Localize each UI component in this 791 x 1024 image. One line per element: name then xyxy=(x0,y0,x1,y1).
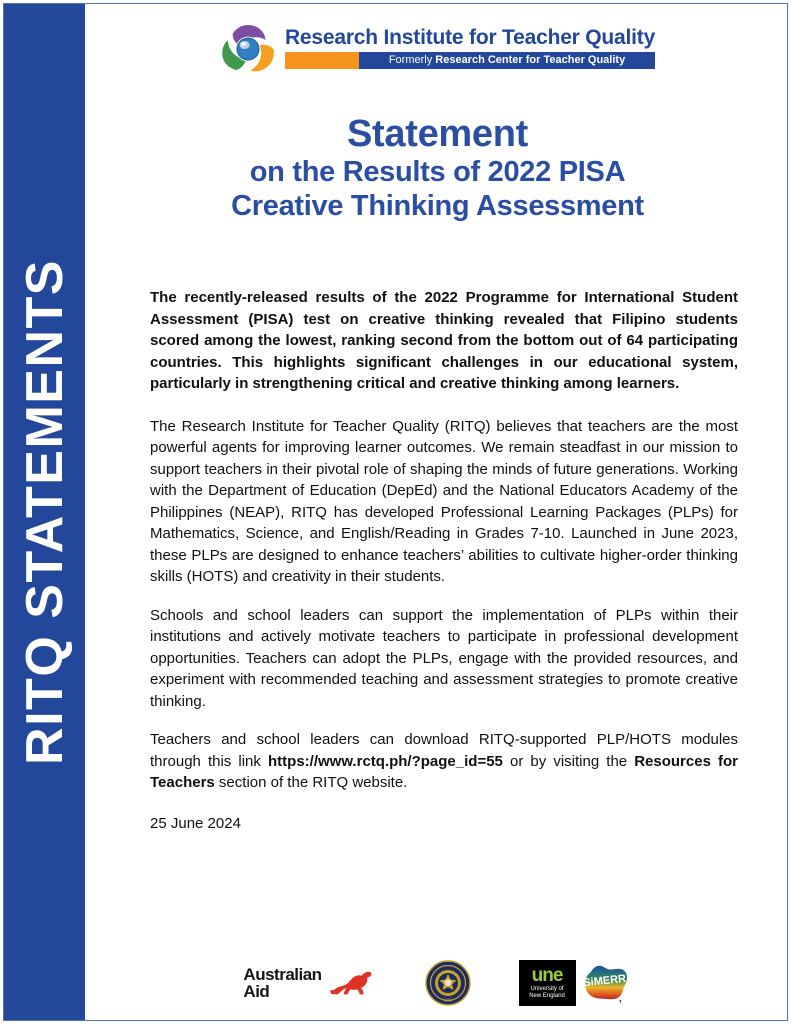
formerly-prefix: Formerly xyxy=(388,53,433,66)
australian-aid-logo xyxy=(243,966,376,1000)
sidebar-spine xyxy=(4,4,85,1020)
paragraph-lead: The recently-released results of the 2022 Programme for International Student Assessment (PISA) test on creative thinking revealed that Filipino students scored among the lowest, ranking second from the bottom out of 64 participating countries. This highlights significant challenges in our educational system, particularly in strengthening critical and creative thinking among learners. xyxy=(150,289,738,392)
header-logo-row xyxy=(88,22,787,74)
ritq-logo xyxy=(220,22,655,74)
page-content xyxy=(88,4,787,1020)
university-of-new-england-logo xyxy=(519,960,576,1006)
une-simerr-logo-group xyxy=(519,960,632,1006)
organization-name: Research Institute for Teacher Quality xyxy=(284,26,656,50)
pnu-seal-icon xyxy=(425,960,471,1006)
simerr-wordmark: SiMERR xyxy=(582,972,627,990)
ritq-swirl-logo-icon xyxy=(220,22,276,74)
paragraph-4 xyxy=(150,729,738,794)
australian-aid-line-2: Aid xyxy=(243,982,270,1001)
paragraph-4-text-a: Teachers and school leaders can download RITQ-supported PLP/HOTS modules through this link xyxy=(150,731,738,770)
paragraph-3: Schools and school leaders can support the implementation of PLPs within their institutions and actively motivate teachers to participate in professional development opportunities. Teachers can adopt the PLPs, engage with the provided resources, and experiment with recommended teaching and assessment strategies to promote creative thinking. xyxy=(150,606,738,710)
footer-logo-row xyxy=(88,960,787,1006)
paragraph-4-text-b: or by visiting the xyxy=(502,752,635,770)
svg-text:1901: 1901 xyxy=(442,997,453,1003)
une-subtitle-line-2: New England xyxy=(529,992,565,999)
une-wordmark: une xyxy=(531,964,563,986)
page-title xyxy=(88,112,787,223)
title-line-2: on the Results of 2022 PISA xyxy=(249,156,626,189)
formerly-name: Research Center for Teacher Quality xyxy=(435,53,626,66)
kangaroo-icon xyxy=(327,967,377,999)
title-line-1: Statement xyxy=(346,113,528,155)
statement-body xyxy=(150,287,738,794)
simerr-logo xyxy=(580,960,632,1006)
logo-wordmark xyxy=(285,27,655,68)
ritq-modules-link[interactable]: https://www.rctq.ph/?page_id=55 xyxy=(268,752,503,770)
formerly-banner-text xyxy=(359,52,655,69)
australian-aid-line-1: Australian xyxy=(243,965,322,984)
paragraph-4-text-c: section of the RITQ website. xyxy=(214,774,408,791)
philippine-normal-university-seal xyxy=(425,960,471,1006)
statement-date: 25 June 2024 xyxy=(150,815,241,832)
title-line-3: Creative Thinking Assessment xyxy=(231,189,644,222)
spine-label: RITQ STATEMENTS xyxy=(15,259,74,765)
une-subtitle-line-1: University of xyxy=(530,985,564,992)
une-subtitle xyxy=(529,986,565,1000)
formerly-banner-accent xyxy=(285,52,359,69)
formerly-banner xyxy=(285,52,655,69)
paragraph-2: The Research Institute for Teacher Quality (RITQ) believes that teachers are the most powerful agents for improving learner outcomes. We remain steadfast in our mission to support teachers in their pivotal role of shaping the minds of future generations. Working with the Department of Education (DepEd) and the National Educators Academy of the Philippines (NEAP), RITQ has developed Professional Learning Packages (PLPs) for Mathematics, Science, and English/Reading in Grades 7-10. Launched in June 2023, these PLPs are designed to enhance teachers’ abilities to cultivate higher-order thinking skills (HOTS) and creativity in their students. xyxy=(150,417,738,585)
resources-for-teachers-label: Resources for Teachers xyxy=(150,752,739,791)
